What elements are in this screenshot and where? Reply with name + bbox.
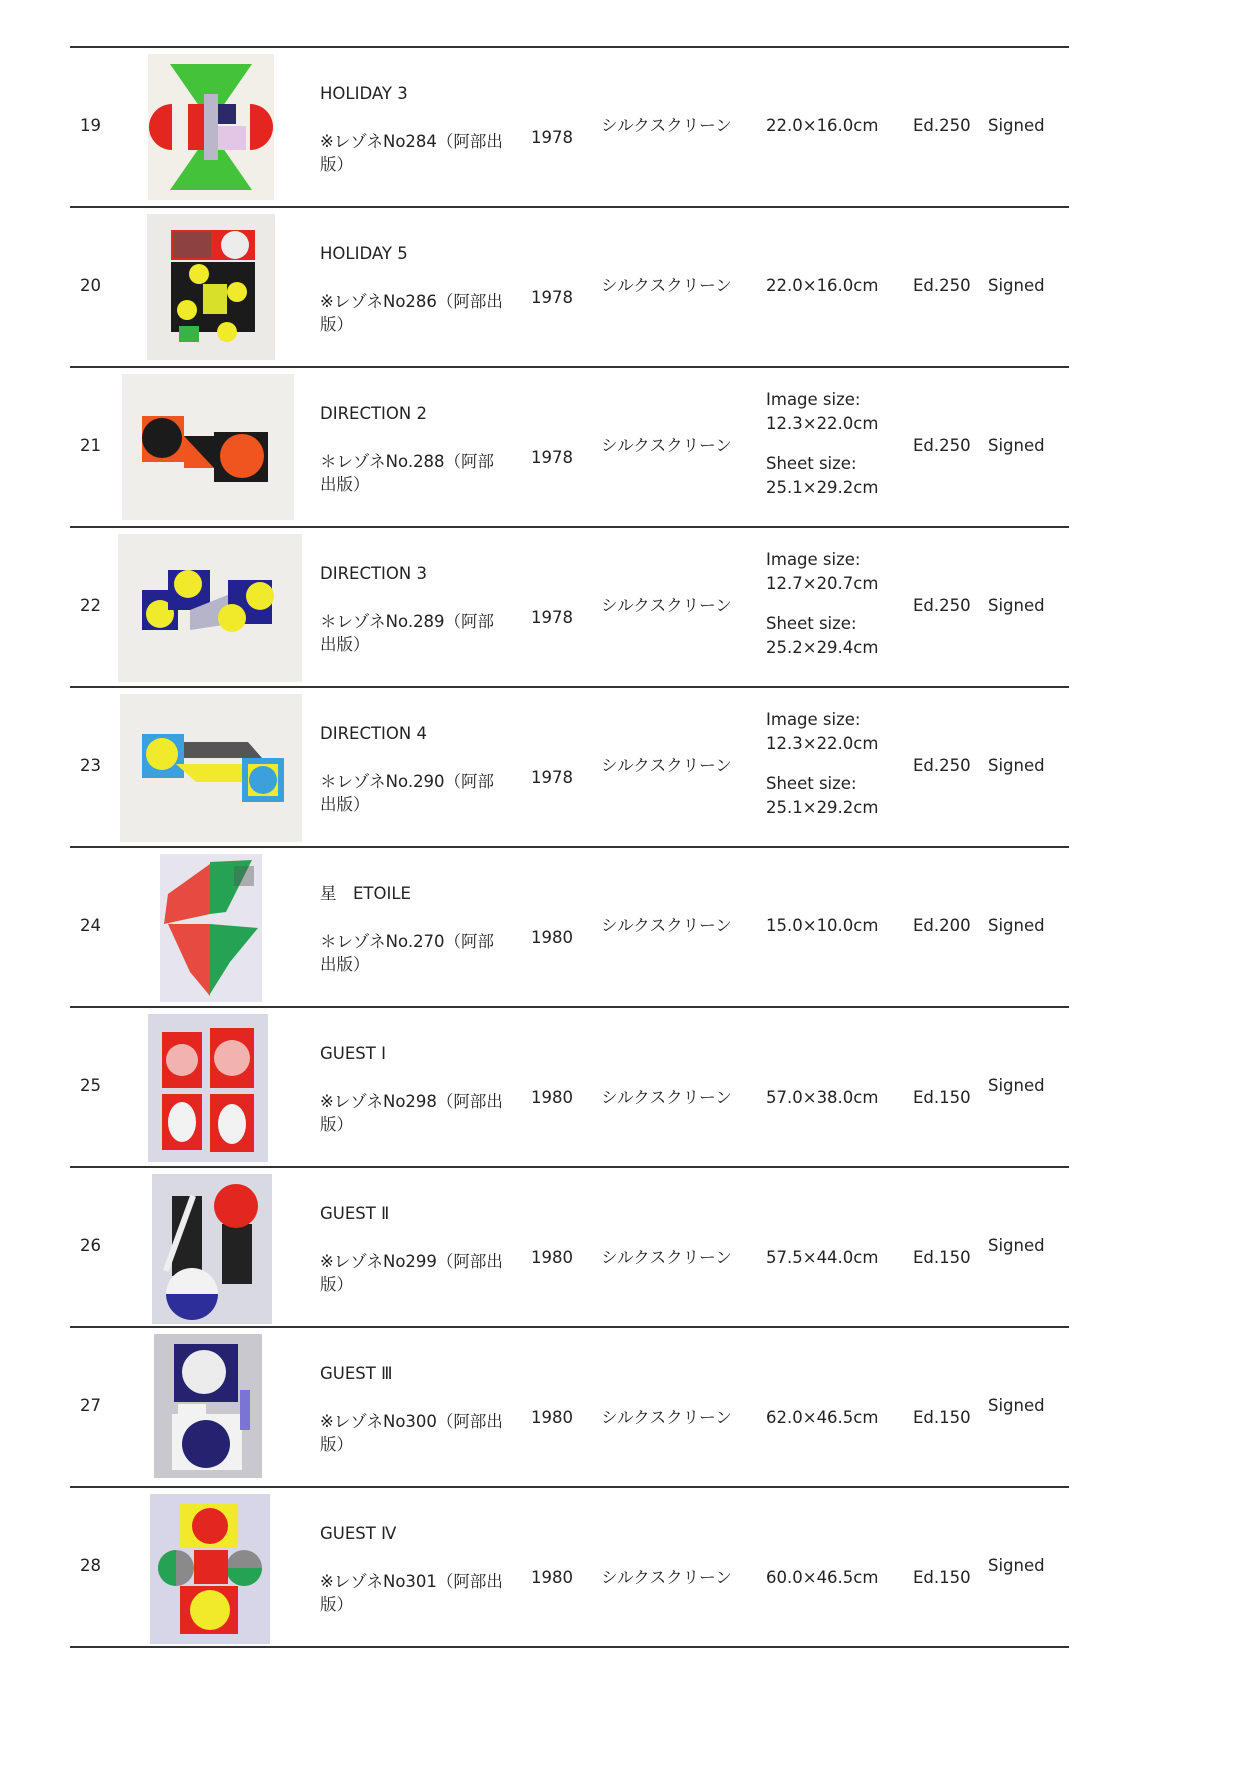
technique: シルクスクリーン — [601, 436, 732, 455]
raisonne-reference: ＊レゾネNo.288（阿部出版） — [320, 452, 495, 494]
title-cell — [320, 722, 510, 816]
title-cell — [320, 1202, 510, 1296]
item-number: 19 — [80, 116, 101, 135]
image-size-value: 12.3×22.0cm — [766, 734, 879, 753]
artwork-title: GUEST Ⅲ — [320, 1364, 393, 1383]
table-row — [70, 208, 1069, 368]
table-row — [70, 368, 1069, 528]
table-row — [70, 1008, 1069, 1168]
signed: Signed — [988, 436, 1045, 455]
table-row — [70, 1488, 1069, 1648]
year: 1980 — [531, 1248, 573, 1267]
signed: Signed — [988, 596, 1045, 615]
edition: Ed.200 — [913, 916, 971, 935]
guest-1-artwork-icon — [148, 1014, 268, 1162]
edition: Ed.250 — [913, 436, 971, 455]
size — [766, 1406, 878, 1430]
signed: Signed — [988, 1556, 1045, 1575]
year: 1980 — [531, 1088, 573, 1107]
table-row — [70, 1328, 1069, 1488]
technique: シルクスクリーン — [601, 596, 732, 615]
title-cell — [320, 562, 510, 656]
edition: Ed.250 — [913, 276, 971, 295]
image-size-value: 12.3×22.0cm — [766, 414, 879, 433]
image-size-label: Image size: — [766, 390, 861, 409]
artwork-title: HOLIDAY 3 — [320, 84, 408, 103]
direction-2-artwork-icon — [122, 374, 294, 520]
artwork-title: 星 ETOILE — [320, 884, 411, 903]
item-number: 27 — [80, 1396, 101, 1415]
item-number: 25 — [80, 1076, 101, 1095]
size — [766, 548, 878, 660]
artwork-title: GUEST Ⅰ — [320, 1044, 386, 1063]
year: 1980 — [531, 1568, 573, 1587]
table-row — [70, 528, 1069, 688]
guest-2-artwork-icon — [152, 1174, 272, 1324]
signed: Signed — [988, 276, 1045, 295]
size — [766, 1246, 878, 1270]
technique: シルクスクリーン — [601, 1248, 732, 1267]
raisonne-reference: ※レゾネNo298（阿部出版） — [320, 1092, 503, 1134]
edition: Ed.150 — [913, 1248, 971, 1267]
year: 1980 — [531, 1408, 573, 1427]
artwork-title: GUEST Ⅳ — [320, 1524, 397, 1543]
sheet-size-label: Sheet size: — [766, 454, 857, 473]
edition: Ed.250 — [913, 596, 971, 615]
year: 1978 — [531, 448, 573, 467]
year: 1980 — [531, 928, 573, 947]
sheet-size-value: 25.2×29.4cm — [766, 638, 879, 657]
size — [766, 914, 878, 938]
direction-3-artwork-icon — [118, 534, 302, 682]
guest-3-artwork-icon — [154, 1334, 262, 1478]
year: 1978 — [531, 128, 573, 147]
item-number: 20 — [80, 276, 101, 295]
item-number: 28 — [80, 1556, 101, 1575]
size-value: 22.0×16.0cm — [766, 116, 879, 135]
item-number: 21 — [80, 436, 101, 455]
item-number: 24 — [80, 916, 101, 935]
signed: Signed — [988, 1236, 1045, 1255]
table-row — [70, 848, 1069, 1008]
size — [766, 114, 878, 138]
signed: Signed — [988, 116, 1045, 135]
signed: Signed — [988, 756, 1045, 775]
etoile-artwork-icon — [160, 854, 262, 1002]
size-value: 57.0×38.0cm — [766, 1088, 879, 1107]
size — [766, 1566, 878, 1590]
artwork-title: DIRECTION 2 — [320, 404, 428, 423]
artwork-title: GUEST Ⅱ — [320, 1204, 390, 1223]
title-cell — [320, 1522, 510, 1616]
holiday-3-artwork-icon — [148, 54, 274, 200]
sheet-size-value: 25.1×29.2cm — [766, 798, 879, 817]
title-cell — [320, 402, 510, 496]
raisonne-reference: ※レゾネNo300（阿部出版） — [320, 1412, 503, 1454]
signed: Signed — [988, 1396, 1045, 1415]
raisonne-reference: ※レゾネNo284（阿部出版） — [320, 132, 503, 174]
image-size-label: Image size: — [766, 550, 861, 569]
image-size-label: Image size: — [766, 710, 861, 729]
size-value: 60.0×46.5cm — [766, 1568, 879, 1587]
item-number: 26 — [80, 1236, 101, 1255]
technique: シルクスクリーン — [601, 916, 732, 935]
title-cell — [320, 1362, 510, 1456]
image-size-value: 12.7×20.7cm — [766, 574, 879, 593]
size — [766, 1086, 878, 1110]
item-number: 22 — [80, 596, 101, 615]
sheet-size-label: Sheet size: — [766, 774, 857, 793]
title-cell — [320, 1042, 510, 1136]
year: 1978 — [531, 608, 573, 627]
technique: シルクスクリーン — [601, 1408, 732, 1427]
sheet-size-value: 25.1×29.2cm — [766, 478, 879, 497]
holiday-5-artwork-icon — [147, 214, 275, 360]
edition: Ed.250 — [913, 116, 971, 135]
size-value: 62.0×46.5cm — [766, 1408, 879, 1427]
guest-4-artwork-icon — [150, 1494, 270, 1644]
raisonne-reference: ※レゾネNo286（阿部出版） — [320, 292, 503, 334]
size-value: 22.0×16.0cm — [766, 276, 879, 295]
table-row — [70, 688, 1069, 848]
technique: シルクスクリーン — [601, 276, 732, 295]
raisonne-reference: ＊レゾネNo.270（阿部出版） — [320, 932, 495, 974]
technique: シルクスクリーン — [601, 1088, 732, 1107]
title-cell — [320, 242, 510, 336]
technique: シルクスクリーン — [601, 116, 732, 135]
technique: シルクスクリーン — [601, 756, 732, 775]
size — [766, 708, 878, 820]
size-value: 15.0×10.0cm — [766, 916, 879, 935]
edition: Ed.250 — [913, 756, 971, 775]
raisonne-reference: ※レゾネNo299（阿部出版） — [320, 1252, 503, 1294]
item-number: 23 — [80, 756, 101, 775]
title-cell — [320, 82, 510, 176]
raisonne-reference: ＊レゾネNo.289（阿部出版） — [320, 612, 495, 654]
raisonne-reference: ＊レゾネNo.290（阿部出版） — [320, 772, 495, 814]
artwork-title: DIRECTION 4 — [320, 724, 428, 743]
artwork-title: DIRECTION 3 — [320, 564, 428, 583]
edition: Ed.150 — [913, 1568, 971, 1587]
size — [766, 388, 878, 500]
size — [766, 274, 878, 298]
title-cell — [320, 882, 510, 976]
year: 1978 — [531, 768, 573, 787]
signed: Signed — [988, 916, 1045, 935]
size-value: 57.5×44.0cm — [766, 1248, 879, 1267]
artwork-title: HOLIDAY 5 — [320, 244, 408, 263]
direction-4-artwork-icon — [120, 694, 302, 842]
sheet-size-label: Sheet size: — [766, 614, 857, 633]
raisonne-reference: ※レゾネNo301（阿部出版） — [320, 1572, 503, 1614]
technique: シルクスクリーン — [601, 1568, 732, 1587]
edition: Ed.150 — [913, 1408, 971, 1427]
edition: Ed.150 — [913, 1088, 971, 1107]
catalog-table — [70, 46, 1069, 1648]
table-row — [70, 1168, 1069, 1328]
signed: Signed — [988, 1076, 1045, 1095]
year: 1978 — [531, 288, 573, 307]
table-row — [70, 48, 1069, 208]
